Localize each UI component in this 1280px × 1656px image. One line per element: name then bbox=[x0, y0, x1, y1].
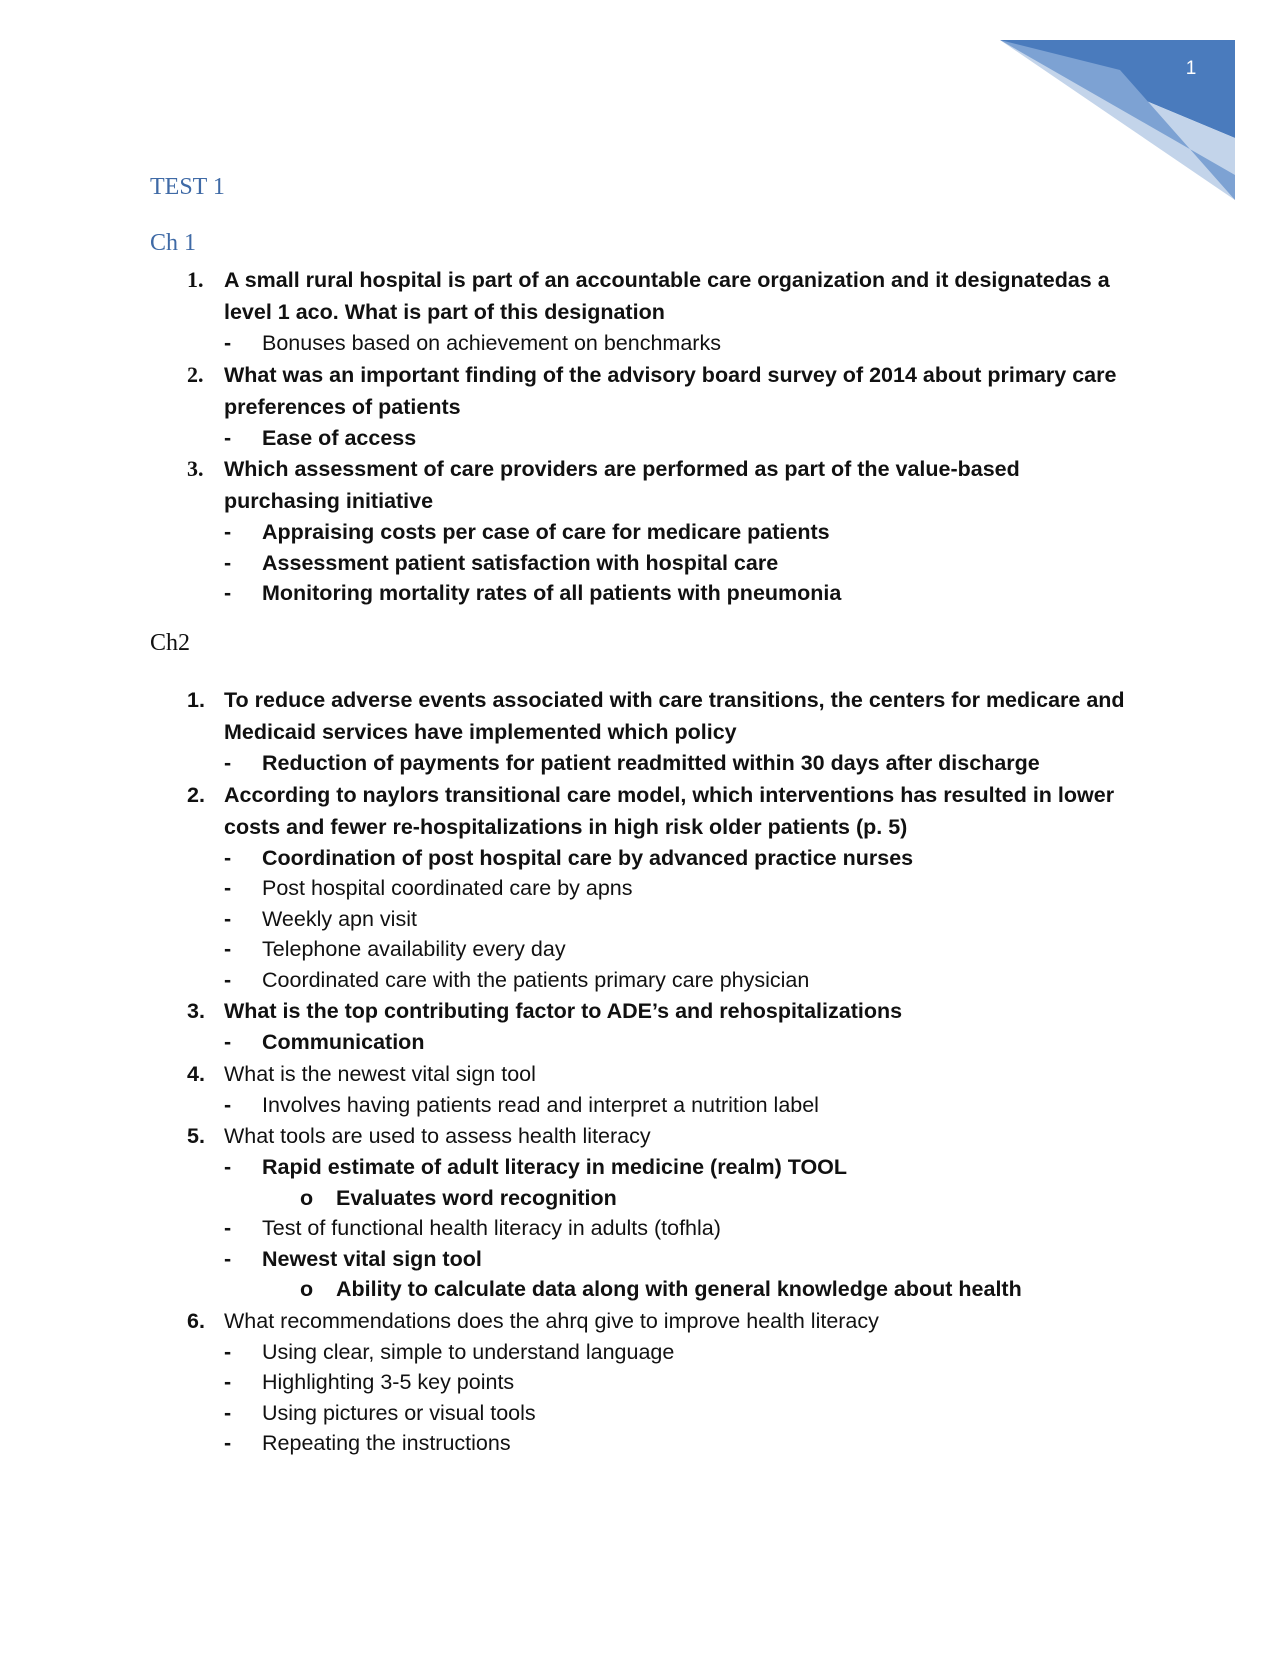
question-text: What was an important finding of the advisory board survey of 2014 about primary care preferences of patients bbox=[224, 362, 1117, 419]
dash-bullet: - bbox=[224, 425, 232, 450]
answer-item bbox=[0, 578, 1280, 609]
answer-text: Telephone availability every day bbox=[262, 937, 566, 961]
test-title: TEST 1 bbox=[150, 174, 225, 200]
question-item bbox=[0, 453, 1280, 517]
answer-text: Ease of access bbox=[262, 425, 417, 450]
dash-bullet: - bbox=[224, 906, 232, 931]
dash-bullet: - bbox=[224, 1400, 232, 1425]
answer-text: Using pictures or visual tools bbox=[262, 1400, 536, 1425]
answer-text: Weekly apn visit bbox=[262, 906, 417, 931]
answer-text: Using clear, simple to understand language bbox=[262, 1339, 675, 1364]
answer-text: Coordinated care with the patients primary care physician bbox=[262, 967, 810, 992]
dash-bullet: - bbox=[224, 1339, 232, 1364]
question-item bbox=[0, 1058, 1280, 1090]
answer-item bbox=[0, 1090, 1280, 1121]
sub-answer-text: Ability to calculate data along with general knowledge about health bbox=[336, 1277, 1022, 1301]
answer-item bbox=[0, 843, 1280, 874]
circle-bullet: o bbox=[300, 1277, 314, 1301]
chapter-1-title: Ch 1 bbox=[150, 230, 197, 256]
answer-item bbox=[0, 1152, 1280, 1183]
question-text: What is the top contributing factor to ADE’s and rehospitalizations bbox=[224, 999, 903, 1023]
chapter-1-list bbox=[0, 264, 1280, 609]
answer-text: Monitoring mortality rates of all patients with pneumonia bbox=[262, 581, 842, 605]
sub-answer-item bbox=[0, 1274, 1280, 1305]
answer-text: Repeating the instructions bbox=[262, 1431, 511, 1455]
question-number: 2. bbox=[187, 361, 204, 387]
answer-item bbox=[0, 1337, 1280, 1368]
question-item bbox=[0, 1120, 1280, 1152]
answer-item bbox=[0, 328, 1280, 359]
chapter-2-list bbox=[0, 684, 1280, 1459]
question-text: According to naylors transitional care model, which interventions has resulted in lower costs and fewer re-hospitalizations in high risk older patients (p. 5) bbox=[224, 782, 1115, 839]
page-number: 1 bbox=[1185, 58, 1197, 79]
answer-item bbox=[0, 1367, 1280, 1398]
answer-text: Involves having patients read and interpret a nutrition label bbox=[262, 1092, 819, 1117]
answer-item bbox=[0, 1213, 1280, 1244]
dash-bullet: - bbox=[224, 876, 232, 900]
question-number: 3. bbox=[187, 999, 205, 1023]
answer-text: Reduction of payments for patient readmitted within 30 days after discharge bbox=[262, 751, 1040, 775]
dash-bullet: - bbox=[224, 1431, 232, 1455]
answer-item bbox=[0, 517, 1280, 548]
dash-bullet: - bbox=[224, 845, 232, 870]
chapter-2-title: Ch2 bbox=[150, 630, 191, 656]
question-text: What tools are used to assess health literacy bbox=[224, 1124, 651, 1148]
answer-item bbox=[0, 934, 1280, 965]
answer-item bbox=[0, 965, 1280, 996]
dash-bullet: - bbox=[224, 1155, 232, 1179]
answer-item bbox=[0, 1398, 1280, 1429]
answer-item bbox=[0, 1027, 1280, 1058]
answer-item bbox=[0, 548, 1280, 579]
dash-bullet: - bbox=[224, 550, 232, 575]
question-number: 4. bbox=[187, 1061, 205, 1086]
answer-text: Appraising costs per case of care for medicare patients bbox=[262, 520, 830, 544]
answer-text: Communication bbox=[262, 1030, 425, 1054]
dash-bullet: - bbox=[224, 581, 232, 605]
dash-bullet: - bbox=[224, 967, 232, 992]
question-item bbox=[0, 359, 1280, 423]
answer-item bbox=[0, 1244, 1280, 1275]
question-number: 2. bbox=[187, 782, 205, 807]
dash-bullet: - bbox=[224, 1030, 232, 1054]
question-item bbox=[0, 995, 1280, 1027]
answer-text: Test of functional health literacy in adults (tofhla) bbox=[262, 1216, 721, 1240]
question-item bbox=[0, 1305, 1280, 1337]
question-text: To reduce adverse events associated with care transitions, the centers for medicare and Medicaid services have implemented which policy bbox=[224, 688, 1125, 744]
question-text: A small rural hospital is part of an accountable care organization and it designatedas a level 1 aco. What is part of this designation bbox=[224, 268, 1110, 324]
dash-bullet: - bbox=[224, 1246, 232, 1271]
answer-item bbox=[0, 873, 1280, 904]
dash-bullet: - bbox=[224, 1216, 232, 1240]
answer-item bbox=[0, 748, 1280, 779]
question-number: 5. bbox=[187, 1124, 205, 1148]
question-text: Which assessment of care providers are performed as part of the value-based purchasing initiative bbox=[224, 457, 1020, 513]
dash-bullet: - bbox=[224, 1092, 232, 1117]
answer-item bbox=[0, 904, 1280, 935]
question-item bbox=[0, 779, 1280, 843]
question-number: 6. bbox=[187, 1308, 205, 1333]
question-item bbox=[0, 684, 1280, 748]
sub-answer-item bbox=[0, 1183, 1280, 1214]
answer-text: Coordination of post hospital care by advanced practice nurses bbox=[262, 845, 914, 870]
question-text: What is the newest vital sign tool bbox=[224, 1061, 536, 1086]
dash-bullet: - bbox=[224, 1370, 232, 1394]
sub-answer-text: Evaluates word recognition bbox=[336, 1185, 617, 1210]
answer-item bbox=[0, 423, 1280, 454]
answer-text: Highlighting 3-5 key points bbox=[262, 1370, 515, 1394]
dash-bullet: - bbox=[224, 751, 232, 775]
answer-item bbox=[0, 1428, 1280, 1459]
answer-text: Bonuses based on achievement on benchmarks bbox=[262, 331, 721, 355]
dash-bullet: - bbox=[224, 331, 232, 355]
answer-text: Post hospital coordinated care by apns bbox=[262, 876, 633, 900]
dash-bullet: - bbox=[224, 520, 232, 544]
question-text: What recommendations does the ahrq give to improve health literacy bbox=[224, 1308, 879, 1333]
answer-text: Rapid estimate of adult literacy in medicine (realm) TOOL bbox=[262, 1155, 848, 1179]
question-number: 1. bbox=[187, 267, 204, 292]
question-number: 3. bbox=[187, 456, 204, 481]
circle-bullet: o bbox=[300, 1185, 314, 1210]
question-item bbox=[0, 264, 1280, 328]
dash-bullet: - bbox=[224, 937, 232, 961]
question-number: 1. bbox=[187, 688, 205, 712]
answer-text: Newest vital sign tool bbox=[262, 1246, 482, 1271]
answer-text: Assessment patient satisfaction with hospital care bbox=[262, 550, 779, 575]
